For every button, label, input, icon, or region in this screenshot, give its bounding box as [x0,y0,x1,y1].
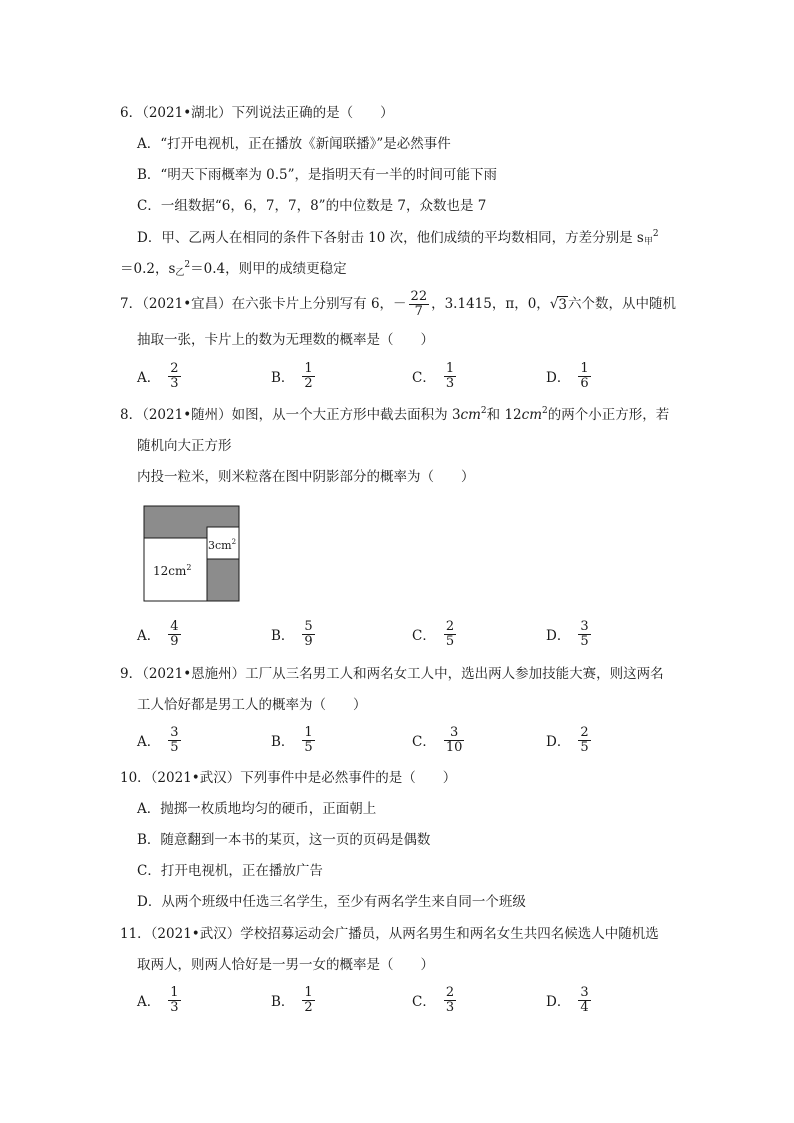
q8-square-figure [143,505,243,605]
q6-stem: 6．（2021•湖北）下列说法正确的是（ ） [120,105,394,121]
q9-stem: 9．（2021•恩施州）工厂从三名男工人和两名女工人中，选出两人参加技能大赛，则这两名 [120,666,664,682]
q8-option-a: A． $\frac{4}{9}$ [137,618,179,649]
label-3cm2: $3cm^2$ [208,538,237,552]
q11-stem-line2: 取两人，则两人恰好是一男一女的概率是（ ） [137,957,434,973]
q8-stem: 8．（2021•随州）如图，从一个大正方形中截去面积为 $3cm^2$和 $12cm^2$的两个小正方形，若 [120,406,670,423]
q9-option-a: A． $\frac{3}{5}$ [137,724,179,755]
q9-option-d: D． $\frac{2}{5}$ [546,724,589,755]
q7-option-b: B． $\frac{1}{2}$ [271,360,313,391]
q9-option-c: C． $\frac{3}{10}$ [412,724,463,755]
q10-option-a: A．抛掷一枚质地均匀的硬币，正面朝上 [137,801,377,817]
q11-option-d: D． $\frac{3}{4}$ [546,984,589,1015]
q10-stem: 10．（2021•武汉）下列事件中是必然事件的是（ ） [120,770,457,786]
q6-option-b: B．“明天下雨概率为 0.5”，是指明天有一半的时间可能下雨 [137,167,497,183]
q7-stem: 7．（2021•宜昌）在六张卡片上分别写有 6，－ $\frac{22}{7}$ ，3.1415，π，0， √ 3 六个数，从中随机 [120,288,676,319]
sqrt-symbol: √ [549,296,559,312]
q11-option-c: C． $\frac{2}{3}$ [412,984,455,1015]
q9-option-b: B． $\frac{1}{5}$ [271,724,313,755]
q8-option-c: C． $\frac{2}{5}$ [412,618,455,649]
q7-option-d: D． $\frac{1}{6}$ [546,360,589,391]
q6-option-c: C．一组数据“6，6，7，7，8”的中位数是 7，众数也是 7 [137,198,487,214]
q10-option-b: B．随意翻到一本书的某页，这一页的页码是偶数 [137,832,431,848]
q8-stem-line2: 随机向大正方形 [137,438,232,454]
q7-option-c: C． $\frac{1}{3}$ [412,360,455,391]
q8-option-d: D． $\frac{3}{5}$ [546,618,589,649]
q9-stem-line2: 工人恰好都是男工人的概率为（ ） [137,697,367,713]
label-12cm2: $12cm^2$ [153,563,192,578]
q7-option-a: A． $\frac{2}{3}$ [137,360,179,391]
q6-option-d-line2: ＝0.2，$s_乙^2=0.4$，则甲的成绩更稳定 [120,260,347,278]
q7-fraction: $\frac{22}{7}$ [410,288,428,319]
q8-stem-line3: 内投一粒米，则米粒落在图中阴影部分的概率为（ ） [137,469,475,485]
q10-option-c: C．打开电视机，正在播放广告 [137,863,323,879]
q6-option-d-line1: D．甲、乙两人在相同的条件下各射击 10 次，他们成绩的平均数相同，方差分别是 $s_甲^2$ [137,229,659,247]
q11-option-b: B． $\frac{1}{2}$ [271,984,313,1015]
q11-stem: 11．（2021•武汉）学校招募运动会广播员，从两名男生和两名女生共四名候选人中随机选 [120,926,659,942]
q6-option-a: A．“打开电视机，正在播放《新闻联播》”是必然事件 [137,136,451,152]
q10-option-d: D．从两个班级中任选三名学生，至少有两名学生来自同一个班级 [137,894,526,910]
q7-stem-line2: 抽取一张，卡片上的数为无理数的概率是（ ） [137,332,434,348]
q8-option-b: B． $\frac{5}{9}$ [271,618,313,649]
q11-option-a: A． $\frac{1}{3}$ [137,984,179,1015]
